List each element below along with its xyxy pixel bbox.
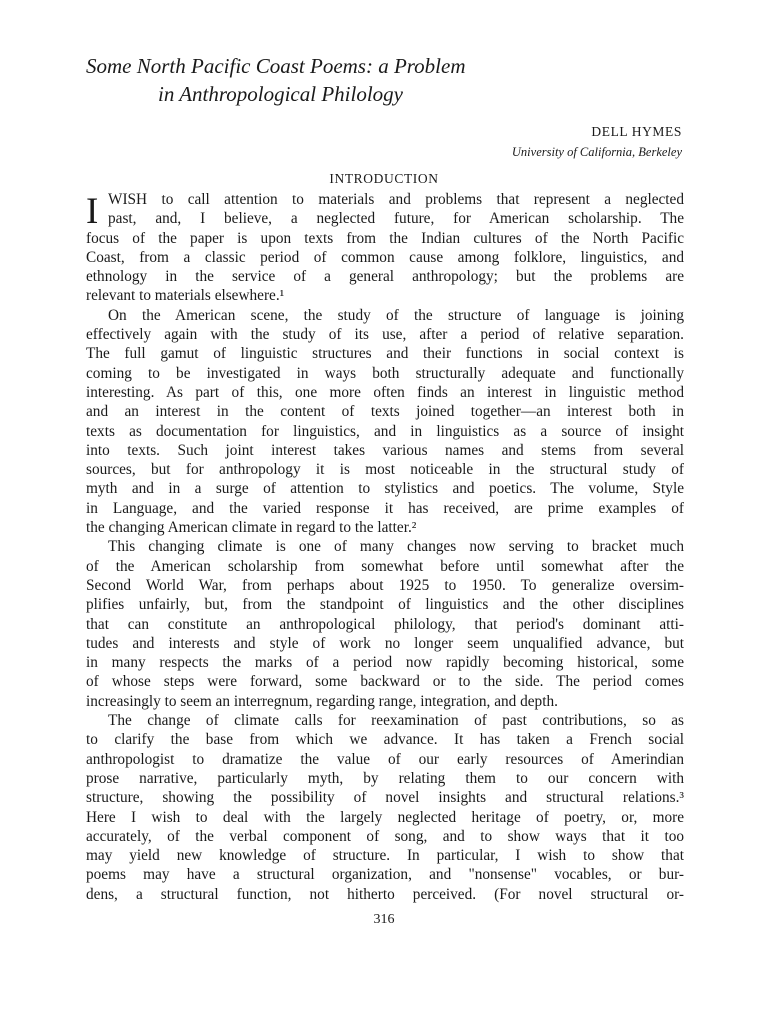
page-number: 316 xyxy=(373,912,395,927)
text-line: and an interest in the content of texts joined together—an interest both in xyxy=(86,403,684,421)
text-line: that can constitute an anthropological philology, that period's dominant atti- xyxy=(86,615,684,633)
section-heading: INTRODUCTION xyxy=(329,171,439,186)
text-line: prose narrative, particularly myth, by relating them to our concern with xyxy=(86,769,684,787)
text-line: anthropologist to dramatize the value of our early resources of Amerindian xyxy=(86,750,684,768)
text-line: may yield new knowledge of structure. In particular, I wish to show that xyxy=(86,847,684,865)
text-line: Here I wish to deal with the largely neglected heritage of poetry, or, more xyxy=(86,808,684,826)
text-line: relevant to materials elsewhere.¹ xyxy=(86,287,285,305)
text-line: plifies unfairly, but, from the standpoint of linguistics and the other disciplines xyxy=(86,596,684,614)
article-title xyxy=(86,52,686,108)
text-line: The change of climate calls for reexamination of past contributions, so as xyxy=(108,712,684,730)
text-line: in many respects the marks of a period now rapidly becoming historical, some xyxy=(86,654,684,672)
author-name: DELL HYMES xyxy=(591,124,682,139)
text-line: in Language, and the varied response it has received, are prime examples of xyxy=(86,499,684,517)
title-line-2: in Anthropological Philology xyxy=(158,82,403,106)
text-line: interesting. As part of this, one more often finds an interest in linguistic method xyxy=(86,383,684,401)
text-line: focus of the paper is upon texts from the Indian cultures of the North Pacific xyxy=(86,229,684,247)
text-line: dens, a structural function, not hitherto perceived. (For novel structural or- xyxy=(86,885,684,903)
text-line: Second World War, from perhaps about 1925 to 1950. To generalize oversim- xyxy=(86,576,684,594)
text-line: texts as documentation for linguistics, and in linguistics as a source of insight xyxy=(86,422,684,440)
text-line: accurately, of the verbal component of song, and to show ways that it too xyxy=(86,827,684,845)
text-line: into texts. Such joint interest takes various names and stems from several xyxy=(86,441,684,459)
text-line: This changing climate is one of many changes now serving to bracket much xyxy=(108,538,684,556)
text-line: ethnology in the service of a general anthropology; but the problems are xyxy=(86,268,684,286)
text-line: On the American scene, the study of the structure of language is joining xyxy=(108,306,684,324)
text-line: of the American scholarship from somewhat before until somewhat after the xyxy=(86,557,684,575)
text-line: structure, showing the possibility of novel insights and structural relations.³ xyxy=(86,789,684,807)
text-line: WISH to call attention to materials and problems that represent a neglected xyxy=(108,191,684,208)
text-line: the changing American climate in regard to the latter.² xyxy=(86,519,417,537)
text-line: coming to be investigated in ways both structurally adequate and functionally xyxy=(86,364,684,382)
author-affiliation: University of California, Berkeley xyxy=(511,145,682,159)
text-line: The full gamut of linguistic structures and their functions in social context is xyxy=(86,345,684,363)
text-line: Coast, from a classic period of common cause among folklore, linguistics, and xyxy=(86,248,684,266)
text-line: effectively again with the study of its use, after a period of relative separation. xyxy=(86,326,684,344)
text-line: sources, but for anthropology it is most noticeable in the structural study of xyxy=(86,461,684,479)
text-line: increasingly to seem an interregnum, regarding range, integration, and depth. xyxy=(86,692,558,710)
text-line: of whose steps were forward, some backward or to the side. The period comes xyxy=(86,673,684,691)
text-line: to clarify the base from which we advance. It has taken a French social xyxy=(86,731,684,749)
body-text xyxy=(86,190,684,904)
text-line: past, and, I believe, a neglected future, for American scholarship. The xyxy=(108,210,684,228)
drop-cap: I xyxy=(86,191,99,232)
text-line: tudes and interests and style of work no longer seem unqualified advance, but xyxy=(86,634,684,652)
title-line-1: Some North Pacific Coast Poems: a Problem xyxy=(86,54,466,78)
text-line: myth and in a surge of attention to stylistics and poetics. The volume, Style xyxy=(86,480,684,498)
text-line: poems may have a structural organization, and "nonsense" vocables, or bur- xyxy=(86,866,684,884)
